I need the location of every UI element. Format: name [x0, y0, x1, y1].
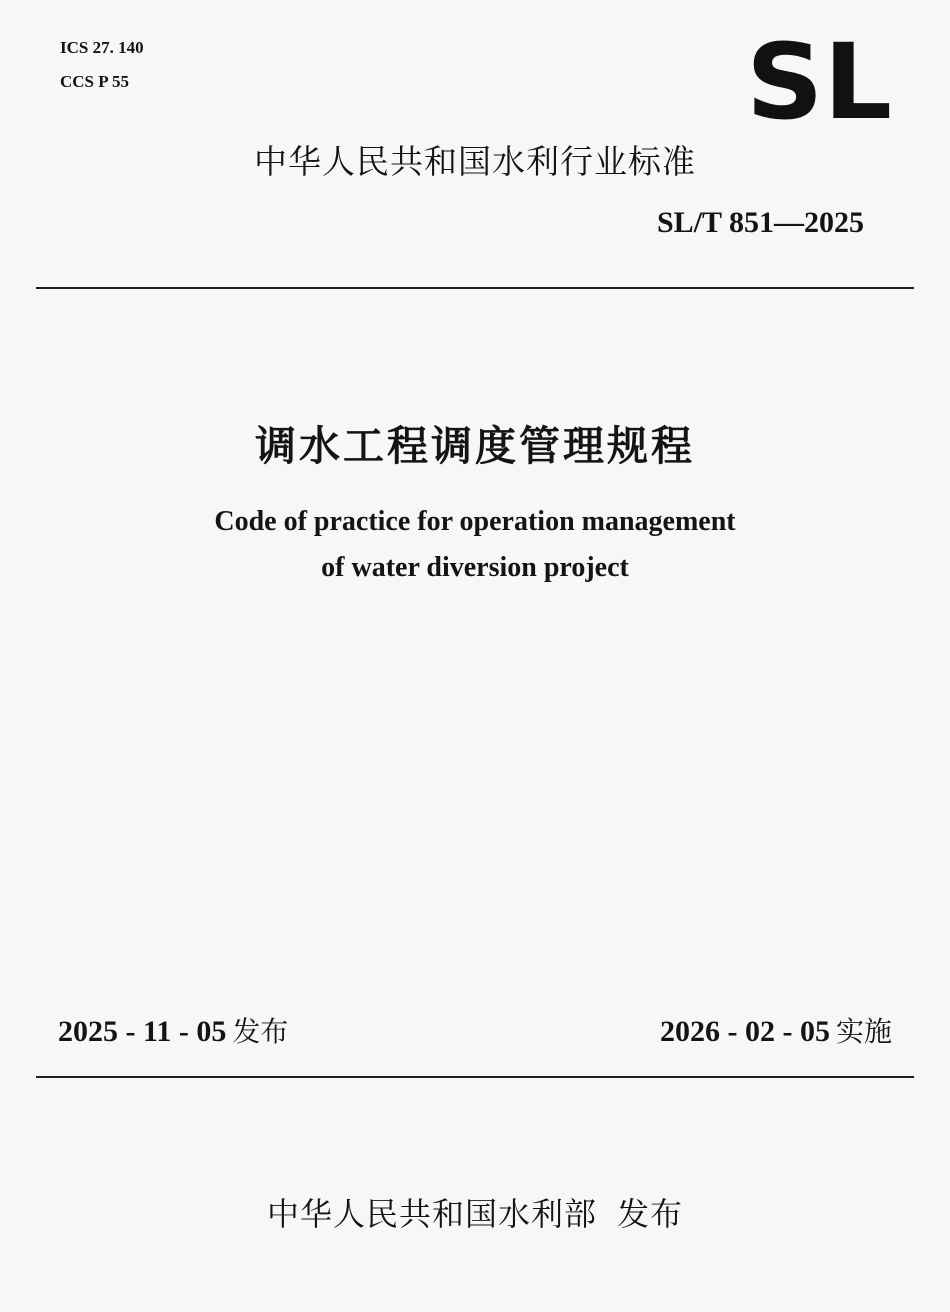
sl-logo-text: SL — [746, 40, 892, 122]
implementation-date: 2026 - 02 - 05 — [660, 1015, 830, 1048]
implementation-date-block — [660, 1014, 892, 1051]
issuer-label: 发布 — [617, 1195, 684, 1233]
ics-code: ICS 27. 140 — [60, 38, 144, 57]
issuer-block — [0, 1194, 950, 1234]
issue-label: 发布 — [232, 1015, 289, 1048]
issue-date-block — [58, 1014, 288, 1051]
issuer-name: 中华人民共和国水利部 — [266, 1195, 597, 1233]
standard-category: 中华人民共和国水利行业标准 — [254, 142, 696, 181]
title-chinese: 调水工程调度管理规程 — [255, 422, 695, 470]
implementation-label: 实施 — [835, 1015, 892, 1048]
standard-number: SL/T 851—2025 — [657, 206, 864, 239]
title-english-line2: of water diversion project — [321, 552, 629, 583]
bottom-divider — [36, 1076, 914, 1078]
sl-logo — [744, 40, 894, 122]
ccs-code: CCS P 55 — [60, 72, 129, 91]
title-english-line1: Code of practice for operation management — [214, 506, 736, 537]
top-divider — [36, 287, 914, 289]
issue-date: 2025 - 11 - 05 — [58, 1015, 227, 1048]
